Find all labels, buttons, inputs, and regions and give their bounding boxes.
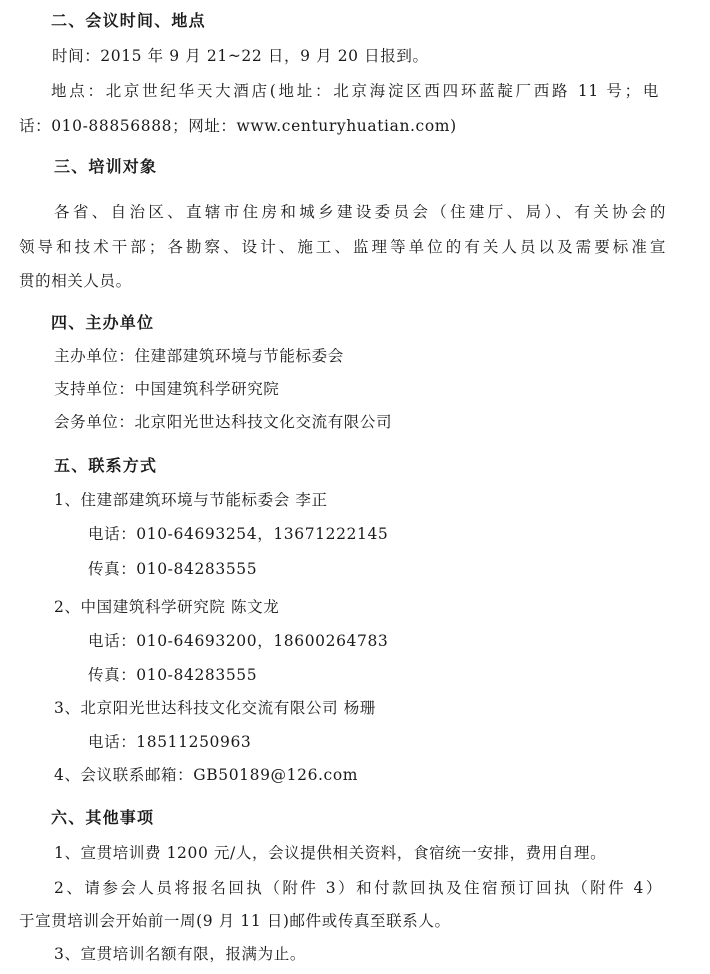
audience-line2: 领导和技术干部；各勘察、设计、施工、监理等单位的有关人员以及需要标准宣: [19, 238, 666, 256]
section-other-heading: 六、其他事项: [51, 808, 155, 827]
contact-2-phone: 电话：010-64693200，18600264783: [88, 632, 389, 650]
section-meeting-heading: 二、会议时间、地点: [51, 11, 206, 30]
other-item-2-line2: 于宣贯培训会开始前一周(9 月 11 日)邮件或传真至联系人。: [19, 912, 451, 930]
contact-1-phone: 电话：010-64693254，13671222145: [88, 525, 389, 543]
contact-3-title: 3、北京阳光世达科技文化交流有限公司 杨珊: [54, 699, 376, 717]
organizer-affairs: 会务单位：北京阳光世达科技文化交流有限公司: [54, 413, 393, 431]
other-item-2-line1: 2、请参会人员将报名回执（附件 3）和付款回执及住宿预订回执（附件 4）: [54, 879, 662, 897]
other-item-1: 1、宣贯培训费 1200 元/人，会议提供相关资料，食宿统一安排，费用自理。: [54, 844, 607, 862]
section-audience-heading: 三、培训对象: [54, 157, 158, 176]
other-item-3: 3、宣贯培训名额有限，报满为止。: [54, 945, 306, 963]
contact-email: 4、会议联系邮箱：GB50189@126.com: [54, 766, 359, 784]
contact-1-title: 1、住建部建筑环境与节能标委会 李正: [54, 491, 328, 509]
organizer-host: 主办单位：住建部建筑环境与节能标委会: [54, 347, 344, 365]
section-organizers-heading: 四、主办单位: [51, 313, 155, 332]
contact-3-phone: 电话：18511250963: [88, 733, 252, 751]
audience-line3: 贯的相关人员。: [19, 272, 132, 290]
contact-2-fax: 传真：010-84283555: [88, 666, 258, 684]
contact-2-title: 2、中国建筑科学研究院 陈文龙: [54, 598, 280, 616]
audience-line1: 各省、自治区、直辖市住房和城乡建设委员会（住建厅、局）、有关协会的: [54, 203, 666, 221]
contact-1-fax: 传真：010-84283555: [88, 560, 258, 578]
section-contacts-heading: 五、联系方式: [54, 456, 158, 475]
meeting-location-line2: 话：010-88856888；网址：www.centuryhuatian.com): [19, 117, 457, 135]
meeting-time: 时间：2015 年 9 月 21~22 日，9 月 20 日报到。: [52, 47, 429, 65]
organizer-support: 支持单位：中国建筑科学研究院: [54, 380, 280, 398]
meeting-location-line1: 地点：北京世纪华天大酒店(地址：北京海淀区西四环蓝靛厂西路 11 号；电: [51, 82, 659, 100]
